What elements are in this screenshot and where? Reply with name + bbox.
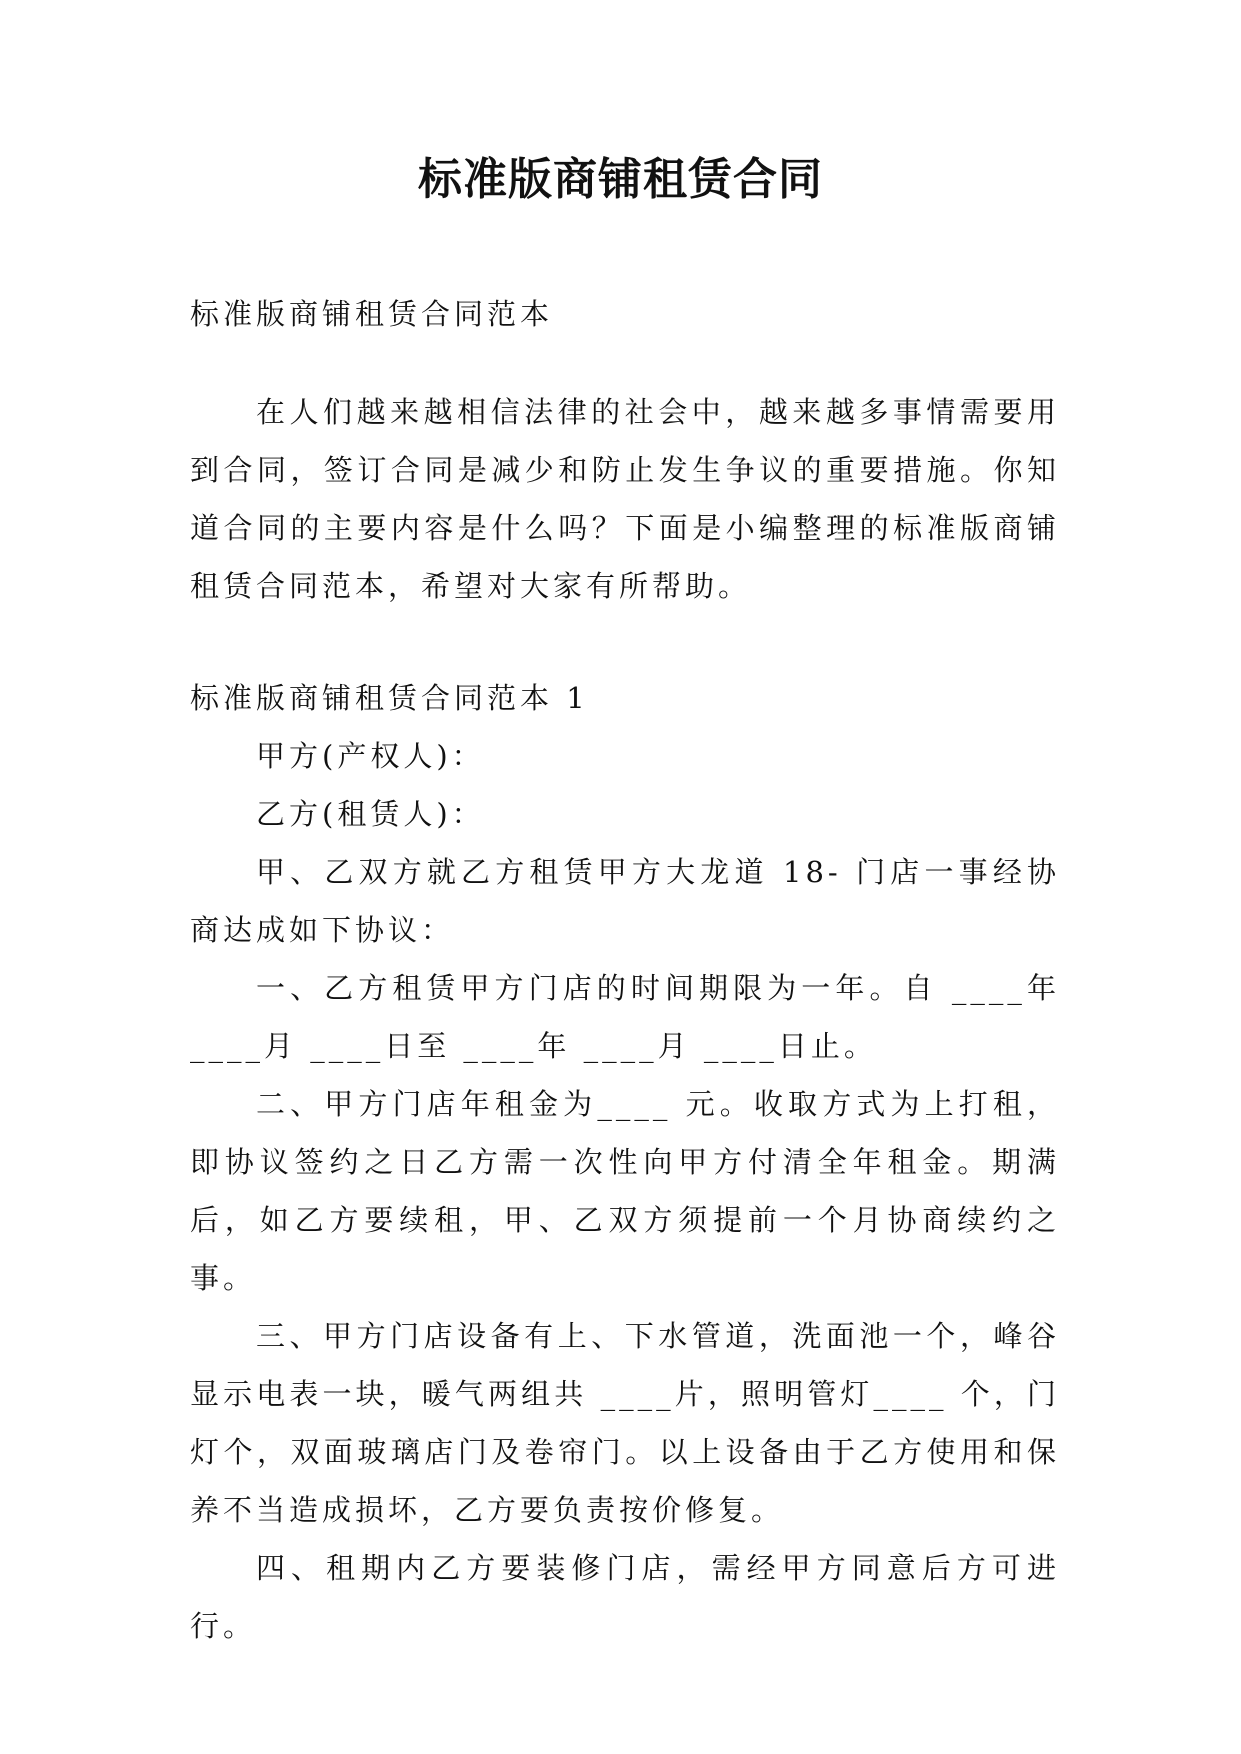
document-body [190,285,1060,1655]
document-subtitle: 标准版商铺租赁合同范本 [190,297,554,331]
preamble-paragraph: 甲、乙双方就乙方租赁甲方大龙道 18- 门店一事经协商达成如下协议： [190,855,1060,947]
clause-1: 一、乙方租赁甲方门店的时间期限为一年。自 ____年 ____月 ____日至 ____年 ____月 ____日止。 [190,971,1060,1063]
section-heading: 标准版商铺租赁合同范本 1 [190,681,589,715]
clause-4: 四、租期内乙方要装修门店，需经甲方同意后方可进行。 [190,1551,1060,1643]
clause-2: 二、甲方门店年租金为____ 元。收取方式为上打租，即协议签约之日乙方需一次性向甲方付清全年租金。期满后，如乙方要续租，甲、乙双方须提前一个月协商续约之事。 [190,1087,1060,1295]
intro-paragraph: 在人们越来越相信法律的社会中，越来越多事情需要用到合同，签订合同是减少和防止发生争议的重要措施。你知道合同的主要内容是什么吗？下面是小编整理的标准版商铺租赁合同范本，希望对大家有所帮助。 [190,395,1060,603]
clause-3: 三、甲方门店设备有上、下水管道，洗面池一个，峰谷显示电表一块，暖气两组共 ____片，照明管灯____ 个，门灯个，双面玻璃店门及卷帘门。以上设备由于乙方使用和保养不当造成损坏，乙方要负责按价修复。 [190,1319,1060,1527]
party-a-line: 甲方(产权人)： [256,739,485,773]
party-b-line: 乙方(租赁人)： [256,797,485,831]
document-title: 标准版商铺租赁合同 [418,154,823,205]
